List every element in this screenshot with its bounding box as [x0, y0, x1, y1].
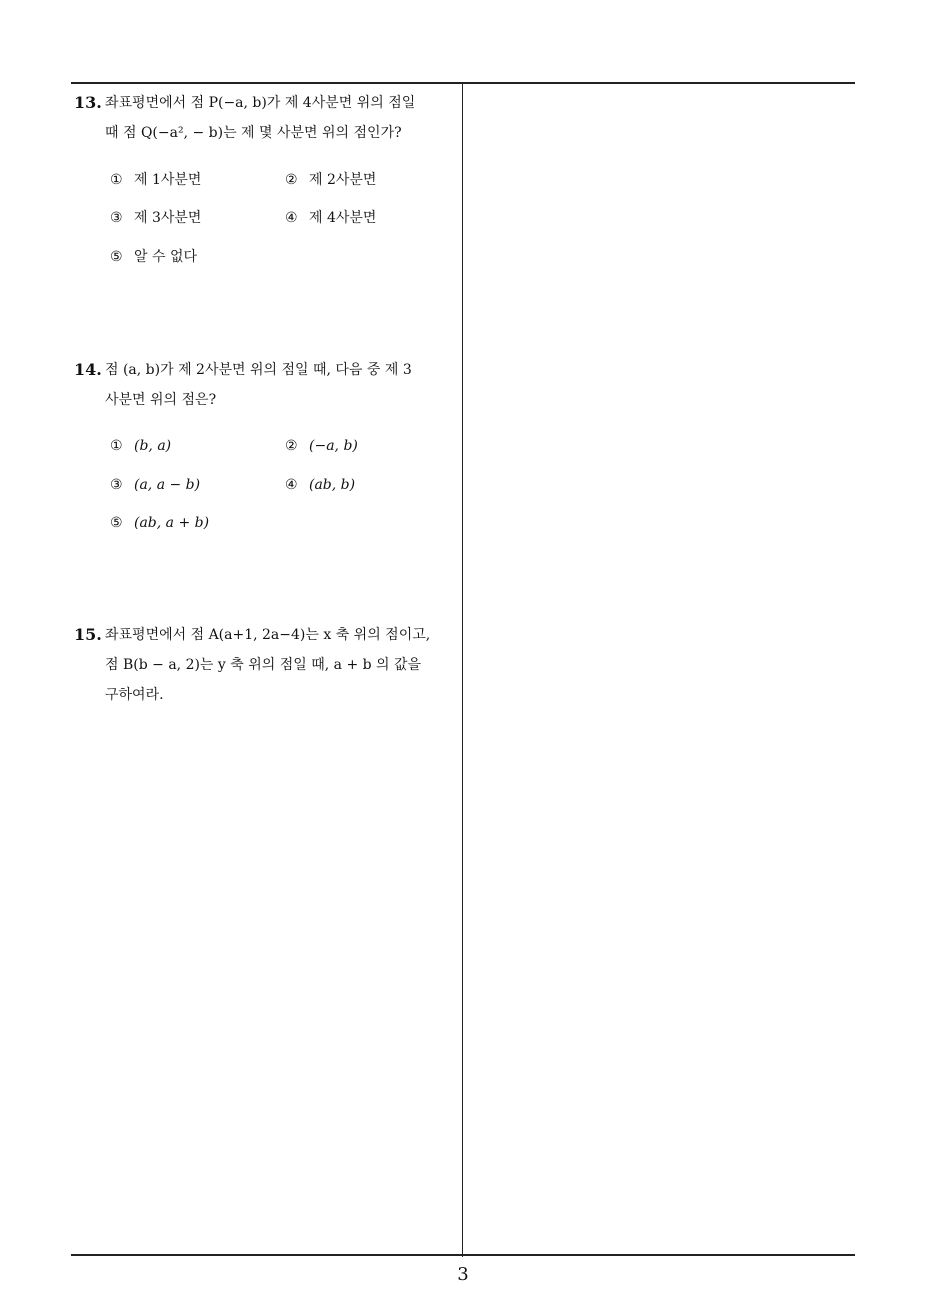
question-13: [74, 88, 460, 148]
choice-5[interactable]: [110, 247, 197, 267]
choice-mark: ②: [285, 172, 298, 188]
choice-3[interactable]: [110, 475, 200, 495]
question-line: [74, 355, 460, 385]
choice-text: 제 2사분면: [309, 172, 377, 188]
question-line: [74, 620, 460, 650]
choice-2[interactable]: [285, 436, 358, 456]
choice-3[interactable]: [110, 208, 201, 228]
choice-text: (a, a − b): [134, 477, 201, 493]
question-line: [74, 88, 460, 118]
choice-5[interactable]: [110, 513, 209, 533]
choice-text: 제 4사분면: [309, 210, 377, 226]
question-text: 구하여라.: [105, 687, 164, 703]
choice-mark: ②: [285, 438, 298, 454]
choice-mark: ④: [285, 477, 298, 493]
question-text: 점 (a, b)가 제 2사분면 위의 점일 때, 다음 중 제 3: [105, 362, 412, 378]
choice-mark: ①: [110, 172, 123, 188]
choice-1[interactable]: [110, 170, 201, 190]
choice-4[interactable]: [285, 208, 376, 228]
bottom-rule: [71, 1254, 855, 1256]
choice-text: (ab, b): [309, 477, 356, 493]
choice-text: (−a, b): [309, 438, 358, 454]
question-text: 좌표평면에서 점 P(−a, b)가 제 4사분면 위의 점일: [105, 95, 416, 111]
question-text: 때 점 Q(−a², − b)는 제 몇 사분면 위의 점인가?: [105, 125, 402, 141]
choice-mark: ④: [285, 210, 298, 226]
question-number: 15.: [74, 625, 102, 644]
question-text: 점 B(b − a, 2)는 y 축 위의 점일 때, a + b 의 값을: [105, 657, 422, 673]
choice-mark: ⑤: [110, 515, 123, 531]
question-15: [74, 620, 460, 710]
top-rule: [71, 82, 855, 84]
choice-text: 제 1사분면: [134, 172, 202, 188]
choice-4[interactable]: [285, 475, 355, 495]
choice-mark: ⑤: [110, 249, 123, 265]
page-number: 3: [457, 1264, 469, 1285]
choice-text: 제 3사분면: [134, 210, 202, 226]
question-number: 14.: [74, 360, 102, 379]
choice-text: (ab, a + b): [134, 515, 210, 531]
question-text: 좌표평면에서 점 A(a+1, 2a−4)는 x 축 위의 점이고,: [105, 627, 431, 643]
choice-mark: ③: [110, 210, 123, 226]
question-number: 13.: [74, 93, 102, 112]
choice-mark: ③: [110, 477, 123, 493]
question-text: 사분면 위의 점은?: [105, 392, 217, 408]
choice-text: (b, a): [134, 438, 172, 454]
question-14: [74, 355, 460, 415]
choice-text: 알 수 없다: [134, 249, 197, 265]
choice-1[interactable]: [110, 436, 171, 456]
choice-2[interactable]: [285, 170, 376, 190]
column-divider: [462, 83, 463, 1257]
choice-mark: ①: [110, 438, 123, 454]
